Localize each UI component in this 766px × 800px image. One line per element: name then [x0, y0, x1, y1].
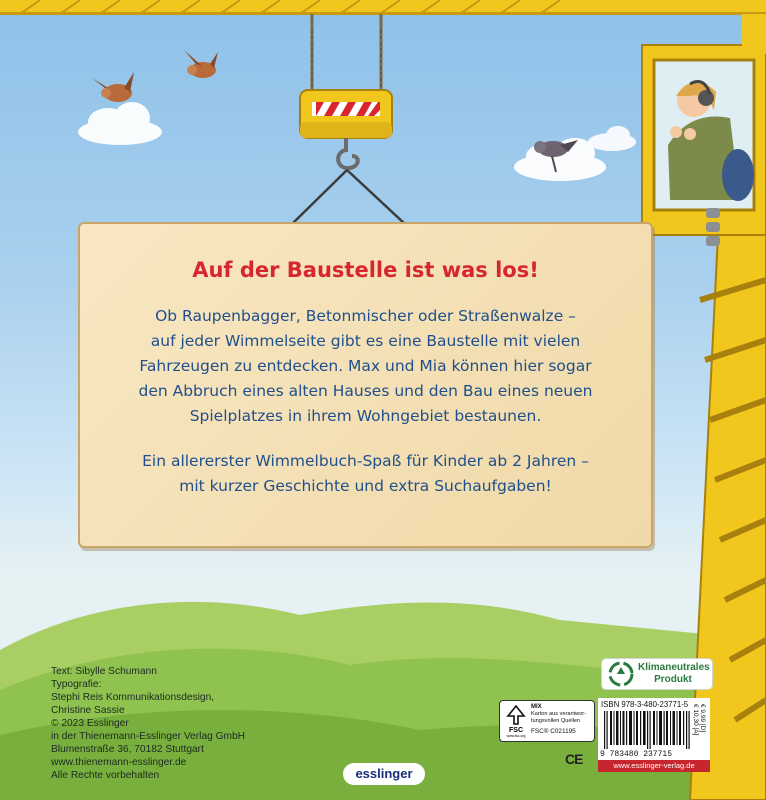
publisher-url-bar — [598, 760, 710, 772]
crane-hook — [338, 138, 358, 168]
barcode-digits: 9 783480 237715 — [600, 750, 673, 759]
credit-line: www.thienemann-esslinger.de — [51, 757, 187, 768]
bird-middle — [184, 50, 218, 78]
isbn-barcode — [598, 698, 710, 761]
credit-line: Stephi Reis Kommunikationsdesign, — [51, 692, 215, 703]
fsc-code: FSC® C021195 — [531, 728, 576, 735]
barcode-bars — [602, 711, 694, 749]
fsc-logo-text: FSC — [509, 727, 523, 734]
fsc-line: tungsvollen Quellen — [531, 718, 581, 724]
crane-jib — [0, 0, 766, 15]
price-germany: € 9,99 [D] — [699, 704, 706, 733]
crane-gear-teeth — [706, 208, 720, 246]
fsc-line: Karton aus verantwor- — [531, 711, 587, 717]
fsc-tree-icon — [505, 705, 527, 725]
publisher-logo — [343, 763, 425, 785]
description-line: auf jeder Wimmelseite gibt es eine Baustelle mit vielen — [150, 332, 581, 350]
cloud-small — [588, 126, 636, 151]
credit-line: Christine Sassie — [51, 705, 125, 716]
fsc-mix: MIX — [531, 704, 542, 710]
imprint-credits — [51, 665, 245, 782]
recycle-leaf-icon — [606, 661, 636, 687]
fsc-logo-url: www.fsc.org — [506, 734, 526, 738]
tagline-paragraph — [80, 449, 651, 499]
description-line: den Abbruch eines alten Hauses und den Bau eines neuen — [138, 382, 593, 400]
klima-line: Klimaneutrales — [638, 662, 710, 673]
tagline-line: mit kurzer Geschichte und extra Suchaufgaben! — [179, 477, 552, 495]
description-line: Fahrzeugen zu entdecken. Max und Mia können hier sogar — [139, 357, 592, 375]
description-paragraph — [80, 304, 651, 429]
credit-line: Blumenstraße 36, 70182 Stuttgart — [51, 744, 204, 755]
climate-neutral-badge — [601, 658, 713, 690]
tagline-line: Ein allererster Wimmelbuch-Spaß für Kinder ab 2 Jahren – — [142, 452, 589, 470]
wooden-sign — [78, 222, 653, 548]
bird-left — [92, 72, 134, 102]
credit-line: Typografie: — [51, 679, 102, 690]
credit-line: © 2023 Esslinger — [51, 718, 129, 729]
description-line: Spielplatzes in ihrem Wohngebiet bestaunen. — [189, 407, 542, 425]
cloud-left — [78, 102, 162, 145]
publisher-url: www.esslinger-verlag.de — [613, 761, 695, 770]
credit-line: Alle Rechte vorbehalten — [51, 770, 160, 781]
publisher-logo-text: esslinger — [355, 766, 413, 781]
credit-line: Text: Sibylle Schumann — [51, 666, 157, 677]
ce-mark: CE — [565, 751, 583, 767]
fsc-label — [499, 700, 595, 742]
klima-line: Produkt — [654, 674, 692, 685]
crane-hook-block — [300, 90, 392, 138]
description-line: Ob Raupenbagger, Betonmischer oder Straßenwalze – — [155, 307, 576, 325]
isbn-number: ISBN 978-3-480-23771-5 — [601, 700, 689, 709]
price-austria: € 10,30 [A] — [692, 704, 699, 736]
sign-title: Auf der Baustelle ist was los! — [192, 258, 539, 282]
credit-line: in der Thienemann-Esslinger Verlag GmbH — [51, 731, 246, 742]
